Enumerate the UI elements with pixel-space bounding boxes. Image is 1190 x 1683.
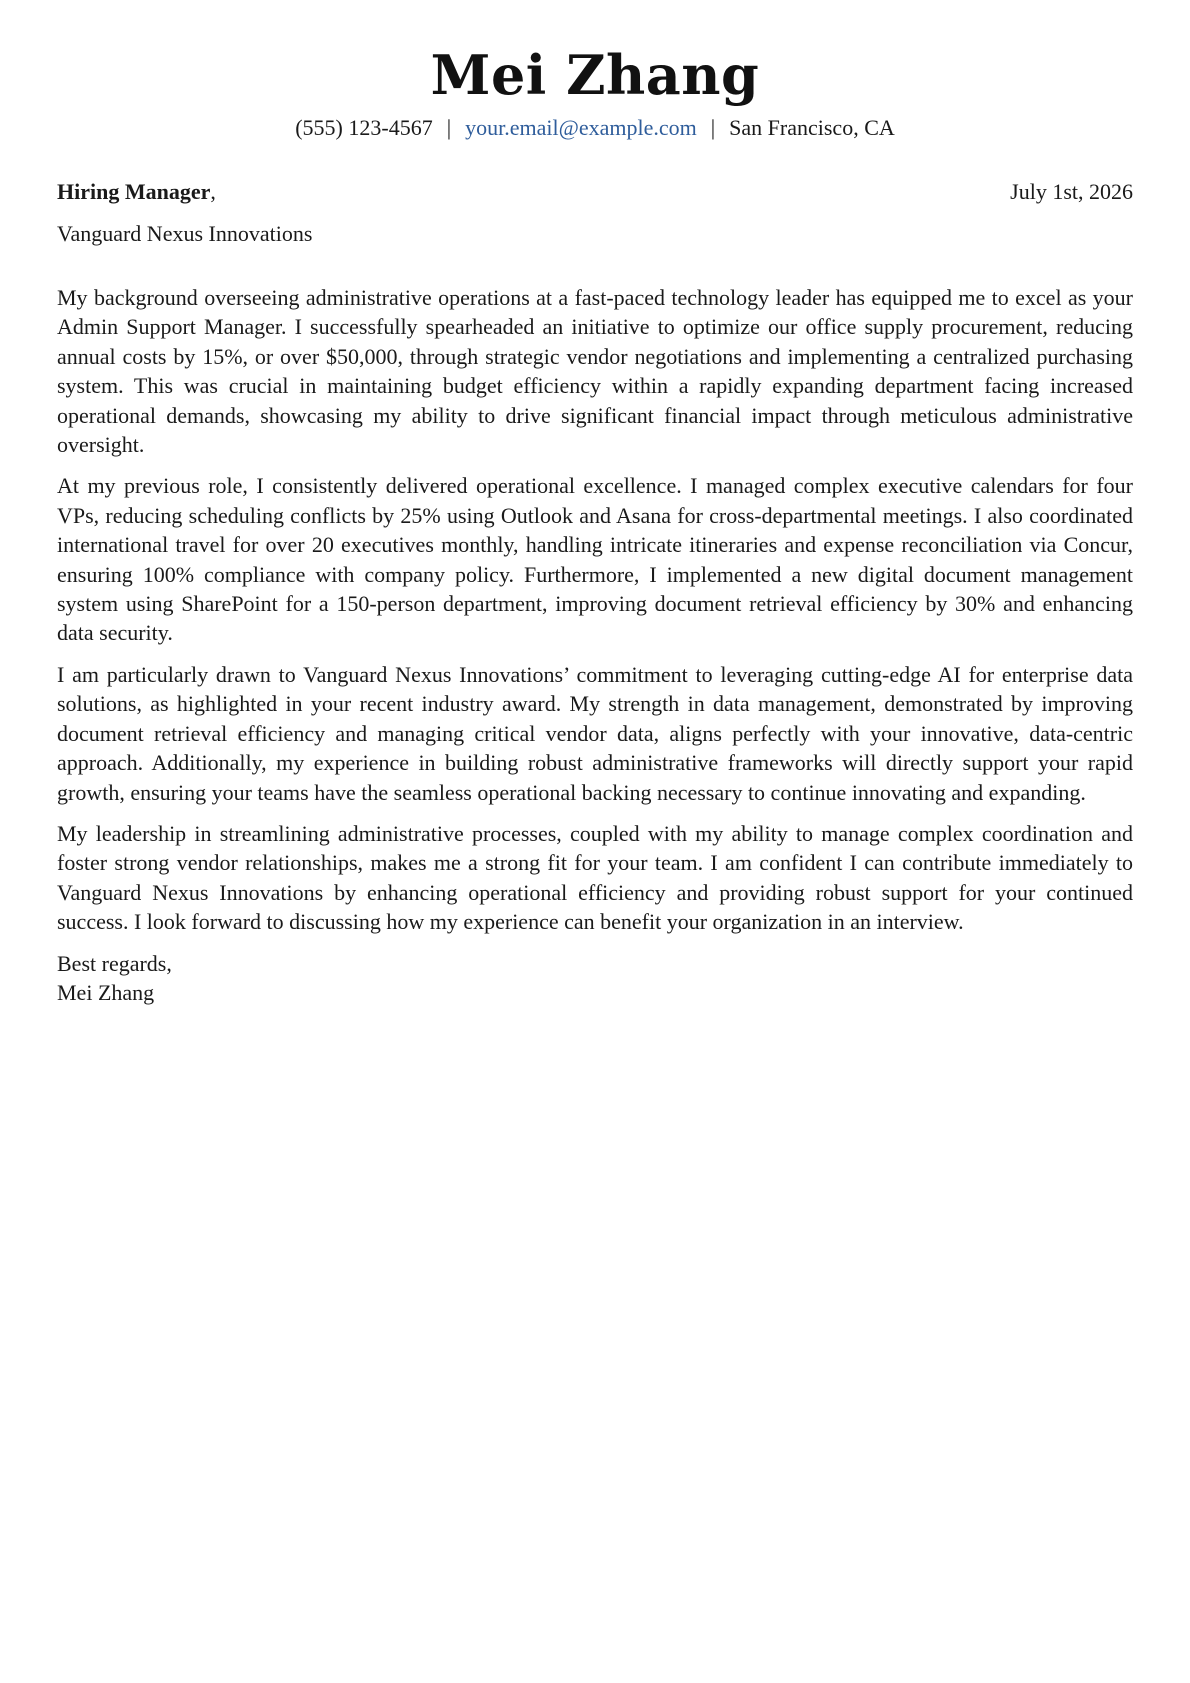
contact-separator: | xyxy=(446,115,452,140)
closing-block xyxy=(57,949,1133,1008)
body-paragraph: I am particularly drawn to Vanguard Nexus Innovations’ commitment to leveraging cutting-edge AI for enterprise data solutions, as highlighted in your recent industry award. My strength in data management, demonstrated by improving document retrieval efficiency and managing critical vendor data, aligns perfectly with your innovative, data-centric approach. Additionally, my experience in building robust administrative frameworks will directly support your rapid growth, ensuring your teams have the seamless operational backing necessary to continue innovating and expanding. xyxy=(57,661,1133,805)
applicant-name: Mei Zhang xyxy=(430,43,760,107)
body-paragraph: My leadership in streamlining administrative processes, coupled with my ability to manage complex coordination and foster strong vendor relationships, makes me a strong fit for your team. I am confident I can contribute immediately to Vanguard Nexus Innovations by enhancing operational efficiency and providing robust support for your continued success. I look forward to discussing how my experience can benefit your organization in an interview. xyxy=(57,820,1133,935)
contact-line xyxy=(57,113,1133,143)
location: San Francisco, CA xyxy=(729,115,895,140)
email-link[interactable]: your.email@example.com xyxy=(465,115,697,140)
recipient-title: Hiring Manager xyxy=(57,179,211,204)
recipient-company: Vanguard Nexus Innovations xyxy=(57,221,313,246)
phone-number: (555) 123-4567 xyxy=(295,115,433,140)
letter-body xyxy=(57,283,1133,1007)
contact-separator: | xyxy=(710,115,716,140)
body-paragraph: My background overseeing administrative operations at a fast-paced technology leader has equipped me to excel as your Admin Support Manager. I successfully spearheaded an initiative to optimize our office supply procurement, reducing annual costs by 15%, or over $50,000, through strategic vendor negotiations and implementing a centralized purchasing system. This was crucial in maintaining budget efficiency within a rapidly expanding department facing increased operational demands, showcasing my ability to drive significant financial impact through meticulous administrative oversight. xyxy=(57,285,1133,458)
closing-salutation: Best regards, xyxy=(57,950,172,976)
signature-name: Mei Zhang xyxy=(57,979,155,1005)
recipient-row xyxy=(57,177,1133,207)
letter-date: July 1st, 2026 xyxy=(1010,179,1133,204)
body-paragraph: At my previous role, I consistently delivered operational excellence. I managed complex executive calendars for four VPs, reducing scheduling conflicts by 25% using Outlook and Asana for cross-departmental meetings. I also coordinated international travel for over 20 executives monthly, handling intricate itineraries and expense reconciliation via Concur, ensuring 100% compliance with company policy. Furthermore, I implemented a new digital document management system using SharePoint for a 150-person department, improving document retrieval efficiency by 30% and enhancing data security. xyxy=(57,473,1133,646)
recipient-title-comma: , xyxy=(210,179,216,204)
